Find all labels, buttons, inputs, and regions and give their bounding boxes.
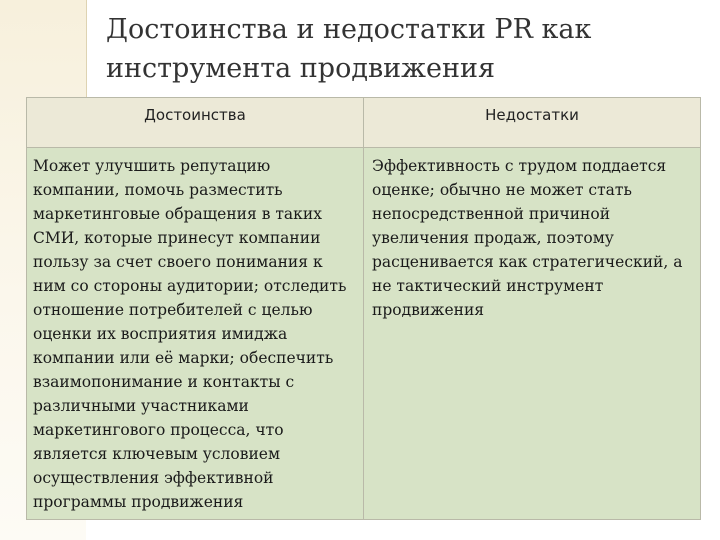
table-row <box>27 148 701 520</box>
header-disadvantages: Недостатки <box>364 98 701 148</box>
header-advantages: Достоинства <box>27 98 364 148</box>
table-header-row <box>27 98 701 148</box>
slide-title: Достоинства и недостатки PR как инструмента продвижения <box>106 14 592 84</box>
advantages-cell: Может улучшить репутацию компании, помочь разместить маркетинговые обращения в таких СМИ, которые принесут компании пользу за счет своего понимания к ним со стороны аудитории; отследить отношение потребителей с целью оценки их восприятия имиджа компании или её марки; обеспечить взаимопонимание и контакты с различными участниками маркетингового процесса, что является ключевым условием осуществления эффективной программы продвижения <box>27 148 364 520</box>
pros-cons-table <box>26 97 701 520</box>
disadvantages-cell: Эффективность с трудом поддается оценке; обычно не может стать непосредственной причиной увеличения продаж, поэтому расценивается как стратегический, а не тактический инструмент продвижения <box>364 148 701 520</box>
